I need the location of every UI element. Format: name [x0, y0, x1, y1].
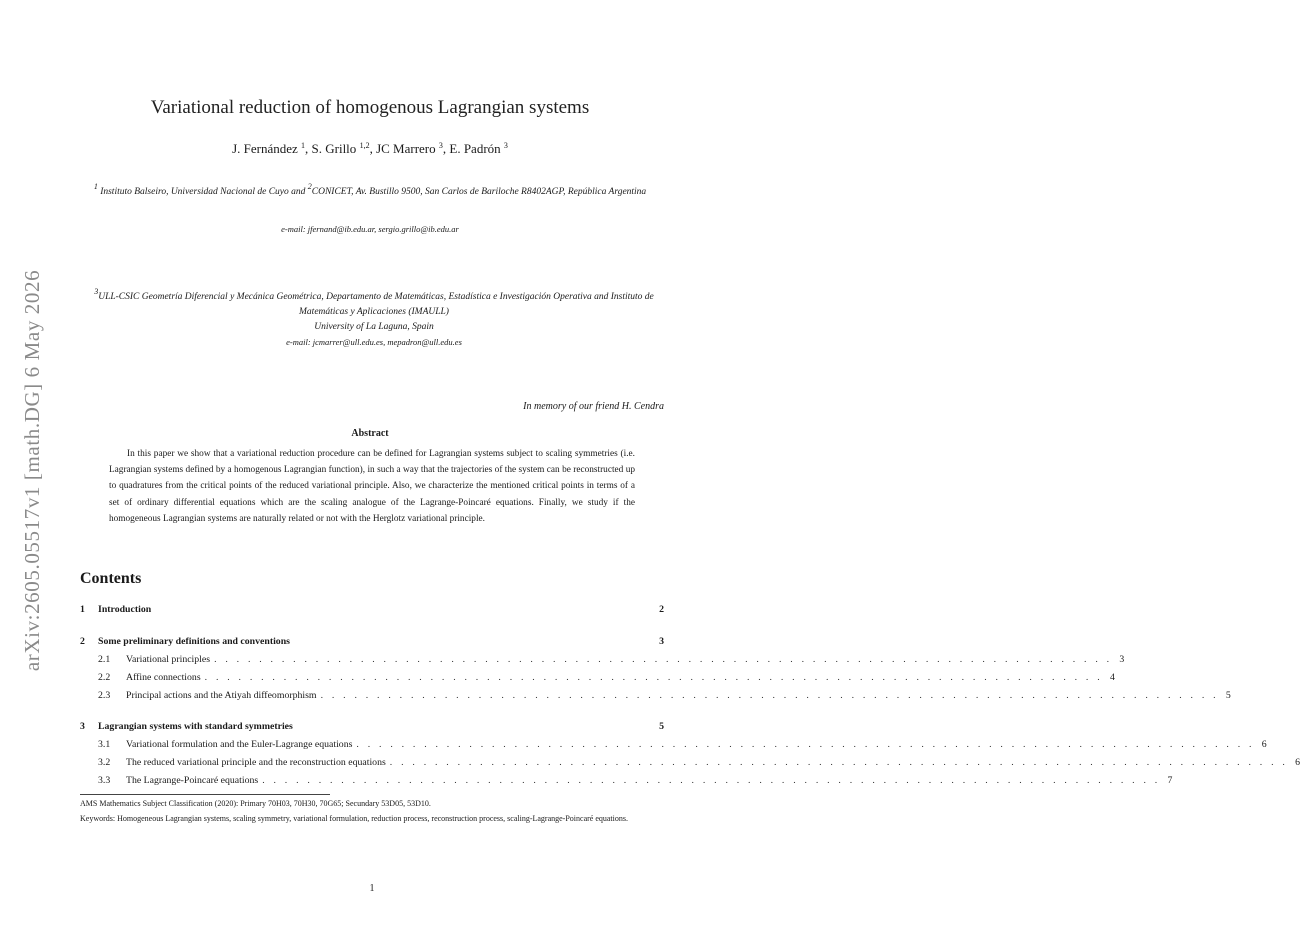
author-affil-mark: 1,2: [359, 141, 370, 150]
author-name: JC Marrero: [376, 141, 439, 156]
toc-entry-label: Introduction: [98, 604, 152, 615]
affil-mark: 2: [307, 182, 312, 191]
toc-subsection-entry[interactable]: [80, 690, 1231, 706]
toc-entry-number: 1: [80, 604, 85, 615]
toc-subsection-entry[interactable]: [80, 654, 1125, 670]
contents-heading: Contents: [80, 570, 142, 587]
author-affil-mark: 3: [438, 141, 443, 150]
toc-entry-page: 5: [659, 721, 664, 732]
arxiv-sidebar: [18, 250, 48, 690]
affil-3-university: University of La Laguna, Spain: [314, 322, 434, 332]
toc-entry-page: 6: [1261, 739, 1267, 750]
toc-subsection-entry[interactable]: [80, 757, 1300, 773]
affiliation-1-2: [90, 179, 650, 200]
toc-entry-label: Variational principles: [126, 654, 211, 665]
author-name: S. Grillo: [311, 141, 360, 156]
author-affil-mark: 3: [503, 141, 508, 150]
toc-section-entry[interactable]: [80, 604, 664, 620]
footnote-keywords: Keywords: Homogeneous Lagrangian systems, scaling symmetry, variational formulation, reduction process, reconstruction process, scaling-Lagrange-Poincaré equations.: [80, 814, 628, 823]
toc-entry-page: 7: [1167, 775, 1173, 786]
toc-leader-dots: . . . . . . . . . . . . . . . . . . . . . . . . . . . . . . . . . . . . . . . . . . . . . . . . . . . . . . . . . . . . . . . . . . . . . . . . . . . . . . . .: [262, 775, 1161, 786]
toc-entry-page: 5: [1225, 690, 1231, 701]
affil-mark: 3: [94, 287, 99, 296]
toc-entry-page: 4: [1109, 672, 1115, 683]
abstract-heading: Abstract: [351, 428, 389, 439]
affil-text: CONICET, Av. Bustillo 9500, San Carlos de Bariloche R8402AGP, República Argentina: [311, 187, 647, 197]
toc-leader-dots: . . . . . . . . . . . . . . . . . . . . . . . . . . . . . . . . . . . . . . . . . . . . . . . . . . . . . . . . . . . . . . . . . . . . . . . . . . . . . . . .: [356, 739, 1255, 750]
toc-entry-number: 2: [80, 636, 85, 647]
toc-section-entry[interactable]: [80, 721, 664, 737]
toc-leader-dots: . . . . . . . . . . . . . . . . . . . . . . . . . . . . . . . . . . . . . . . . . . . . . . . . . . . . . . . . . . . . . . . . . . . . . . . . . . . . . . . .: [320, 690, 1219, 701]
toc-entry-label: Affine connections: [126, 672, 201, 683]
toc-entry-label: The Lagrange-Poincaré equations: [126, 775, 259, 786]
toc-entry-number: 3.2: [98, 757, 111, 768]
toc-leader-dots: . . . . . . . . . . . . . . . . . . . . . . . . . . . . . . . . . . . . . . . . . . . . . . . . . . . . . . . . . . . . . . . . . . . . . . . . . . . . . . . .: [214, 654, 1113, 665]
toc-entry-label: The reduced variational principle and the reconstruction equations: [126, 757, 386, 768]
toc-leader-dots: . . . . . . . . . . . . . . . . . . . . . . . . . . . . . . . . . . . . . . . . . . . . . . . . . . . . . . . . . . . . . . . . . . . . . . . . . . . . . . . .: [204, 672, 1103, 683]
toc-entry-label: Some preliminary definitions and conventions: [98, 636, 290, 647]
affiliation-email-1: e-mail: jfernand@ib.edu.ar, sergio.grillo@ib.edu.ar: [281, 224, 459, 234]
toc-subsection-entry[interactable]: [80, 672, 1115, 688]
toc-entry-page: 2: [659, 604, 664, 615]
author-name: J. Fernández: [232, 141, 302, 156]
affiliation-3: [82, 284, 666, 350]
toc-entry-number: 2.2: [98, 672, 111, 683]
toc-subsection-entry[interactable]: [80, 775, 1173, 791]
author-separator: ,: [442, 141, 450, 156]
toc-entry-page: 3: [659, 636, 664, 647]
toc-entry-label: Lagrangian systems with standard symmetries: [98, 721, 293, 732]
toc-entry-label: Variational formulation and the Euler-Lagrange equations: [126, 739, 353, 750]
toc-leader-dots: . . . . . . . . . . . . . . . . . . . . . . . . . . . . . . . . . . . . . . . . . . . . . . . . . . . . . . . . . . . . . . . . . . . . . . . . . . . . . . . .: [389, 757, 1289, 768]
toc-entry-number: 2.1: [98, 654, 111, 665]
toc-entry-number: 2.3: [98, 690, 111, 701]
toc-entry-number: 3.3: [98, 775, 111, 786]
toc-entry-number: 3: [80, 721, 85, 732]
affil-3-main: [82, 284, 666, 320]
affil-text: ULL-CSIC Geometría Diferencial y Mecánica Geométrica, Departamento de Matemáticas, Estadística e Investigación Operativa and Instituto de Matemáticas y Aplicaciones (IMAULL): [98, 292, 654, 317]
author-separator: ,: [305, 141, 312, 156]
author-list: [60, 141, 680, 157]
affiliation-email-2: e-mail: jcmarrer@ull.edu.es, mepadron@ull.edu.es: [286, 337, 462, 347]
footnote-msc: AMS Mathematics Subject Classification (2020): Primary 70H03, 70H30, 70G65; Secundary 53D05, 53D10.: [80, 799, 431, 808]
toc-entry-label: Principal actions and the Atiyah diffeomorphism: [126, 690, 317, 701]
paper-title: Variational reduction of homogenous Lagrangian systems: [150, 97, 590, 118]
toc-section-entry[interactable]: [80, 636, 664, 652]
toc-entry-page: 3: [1119, 654, 1125, 665]
author-separator: ,: [369, 141, 377, 156]
author-affil-mark: 1: [301, 141, 306, 150]
page-number: 1: [369, 883, 375, 894]
toc-subsection-entry[interactable]: [80, 739, 1267, 755]
toc-entry-page: 6: [1295, 757, 1300, 768]
footnote-rule: [80, 794, 330, 795]
toc-entry-number: 3.1: [98, 739, 111, 750]
affil-text: Instituto Balseiro, Universidad Nacional de Cuyo and: [97, 187, 308, 197]
abstract-body: In this paper we show that a variational reduction procedure can be defined for Lagrangian systems subject to scaling symmetries (i.e. Lagrangian systems defined by a homogenous Lagrangian function), in such a way that the trajectories of the system can be reconstructed up to quadratures from the critical points of the reduced variational principle. Also, we characterize the mentioned critical points in terms of a set of ordinary differential equations which are the scaling analogue of the Lagrange-Poincaré equations. Finally, we study if the homogeneous Lagrangian systems are naturally related or not with the Herglotz variational principle.: [109, 449, 635, 524]
dedication: In memory of our friend H. Cendra: [523, 401, 664, 412]
affil-mark: 1: [93, 182, 98, 191]
author-name: E. Padrón: [449, 141, 504, 156]
arxiv-identifier: arXiv:2605.05517v1 [math.DG] 6 May 2026: [20, 269, 45, 671]
